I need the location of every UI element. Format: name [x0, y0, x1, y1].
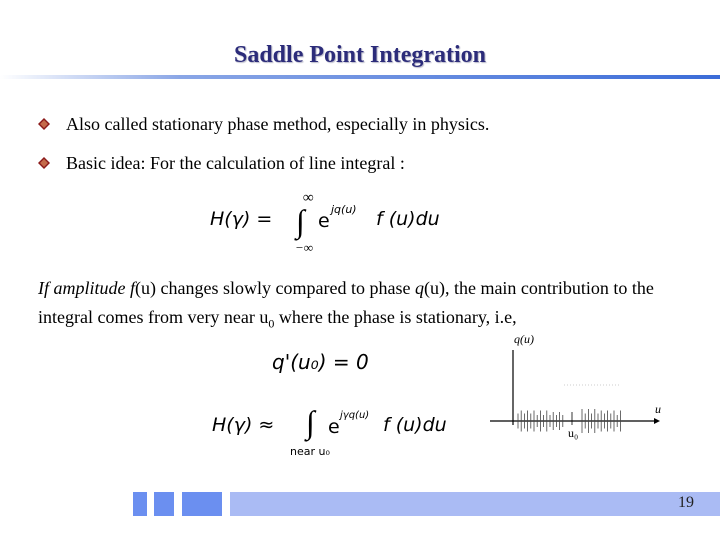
x-axis-arrow-icon	[654, 418, 660, 424]
diamond-bullet-icon	[38, 118, 50, 130]
footer-square-1	[133, 492, 147, 516]
para-u2: (u)	[423, 278, 445, 298]
eq3-lower-label: near u₀	[290, 445, 330, 458]
eq3-base: e	[328, 416, 340, 438]
eq1-base: e	[318, 210, 330, 232]
eq1-exponent: jq(u)	[331, 203, 357, 216]
bullet-text: Basic idea: For the calculation of line integral :	[66, 153, 405, 173]
eq1-upper-limit: ∞	[303, 190, 314, 206]
explanation-paragraph	[38, 274, 698, 339]
page-number: 19	[678, 494, 694, 511]
footer-square-3	[182, 492, 222, 516]
eq3-integral-sign: ∫	[306, 404, 315, 440]
eq1-lhs: H(γ) =	[210, 208, 273, 230]
footer-square-2	[154, 492, 174, 516]
equation-stationary-phase: q'(u₀) = 0	[272, 350, 369, 374]
para-u1: (u)	[135, 278, 157, 298]
bullet-item-2	[38, 153, 678, 177]
eq1-integral-sign: ∫	[296, 203, 305, 239]
oscillation-plot	[480, 330, 680, 460]
para-f: f	[130, 278, 136, 298]
diamond-bullet-icon	[38, 157, 50, 169]
para-sub0: 0	[268, 316, 275, 331]
para-q: q	[414, 278, 424, 298]
eq3-integrand: f (u)du	[383, 414, 447, 436]
title-underline	[0, 74, 720, 80]
eq1-lower-limit: −∞	[295, 240, 314, 255]
bullet-text: Also called stationary phase method, especially in physics.	[66, 114, 490, 134]
para-text-1: If amplitude	[38, 278, 130, 298]
eq3-lhs: H(γ) ≈	[212, 414, 275, 436]
plot-u0-label: u₀	[568, 426, 579, 440]
para-text-3: , the main contribution to the integral comes from very near u	[38, 278, 654, 327]
slide-title: Saddle Point Integration	[233, 42, 487, 68]
eq3-exponent: jγq(u)	[340, 410, 370, 421]
plot-x-label: u	[655, 402, 661, 416]
footer-bar	[230, 492, 720, 516]
plot-y-label: q(u)	[514, 332, 534, 346]
bullet-item-1	[38, 114, 678, 138]
para-text-2: changes slowly compared to phase	[156, 278, 415, 298]
eq1-integrand: f (u)du	[376, 208, 440, 230]
para-text-4: where the phase is stationary, i.e,	[274, 307, 517, 327]
